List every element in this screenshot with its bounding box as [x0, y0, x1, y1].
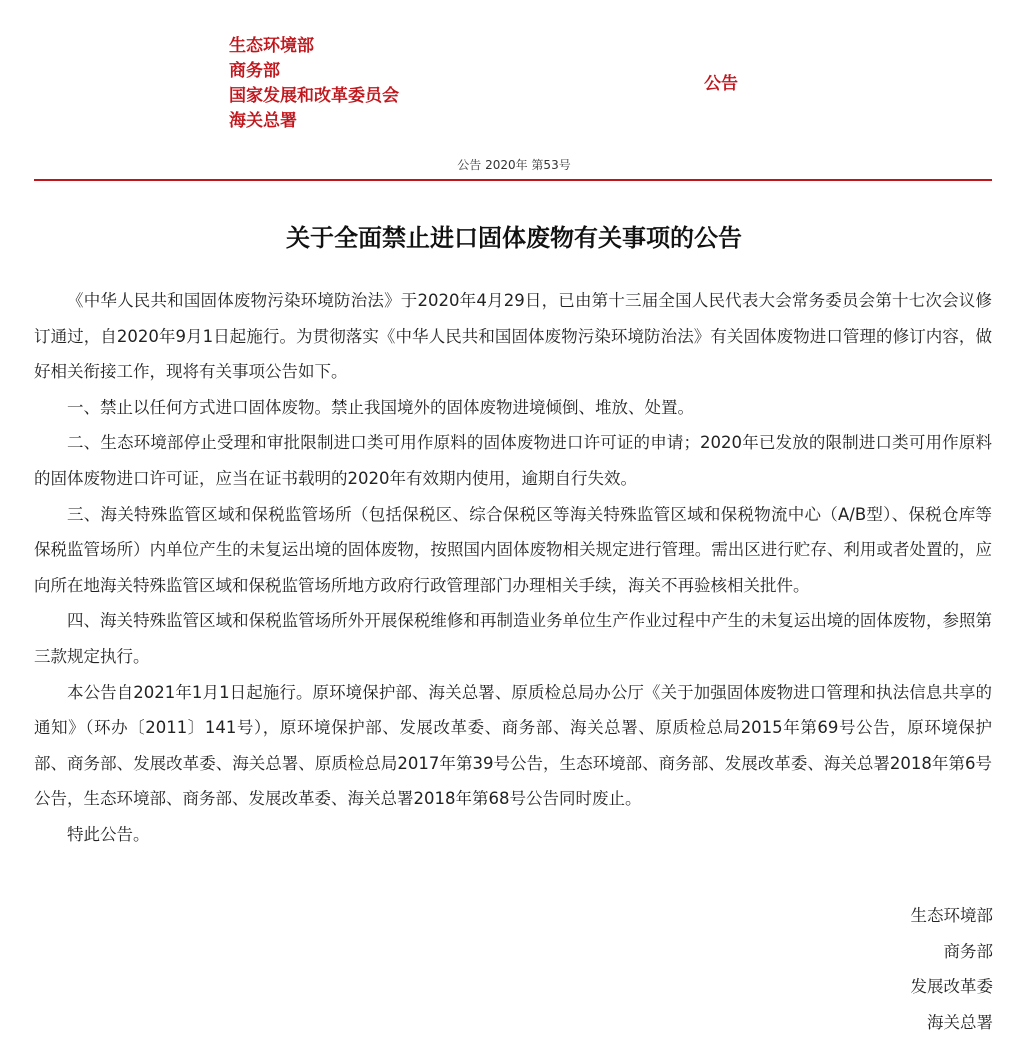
issuer-commerce: 商务部	[229, 59, 399, 84]
issuer-ecology-environment: 生态环境部	[229, 34, 399, 59]
paragraph-closing: 特此公告。	[34, 817, 992, 853]
signature-ndrc: 发展改革委	[911, 969, 994, 1005]
paragraph-item-1: 一、禁止以任何方式进口固体废物。禁止我国境外的固体废物进境倾倒、堆放、处置。	[34, 390, 992, 426]
issuer-customs: 海关总署	[229, 109, 399, 134]
issuer-ndrc: 国家发展和改革委员会	[229, 84, 399, 109]
signature-customs: 海关总署	[911, 1005, 994, 1040]
header-divider	[34, 179, 992, 181]
signature-ecology-environment: 生态环境部	[911, 898, 994, 934]
paragraph-item-3: 三、海关特殊监管区域和保税监管场所（包括保税区、综合保税区等海关特殊监管区域和保税物流中心（A/B型）、保税仓库等保税监管场所）内单位产生的未复运出境的固体废物，按照国内固体废物相关规定进行管理。需出区进行贮存、利用或者处置的，应向所在地海关特殊监管区域和保税监管场所地方政府行政管理部门办理相关手续，海关不再验核相关批件。	[34, 497, 992, 604]
issuing-agencies	[229, 34, 399, 134]
signature-commerce: 商务部	[911, 934, 994, 970]
announcement-tag: 公告	[704, 72, 738, 97]
document-title: 关于全面禁止进口固体废物有关事项的公告	[0, 220, 1022, 256]
paragraph-item-4: 四、海关特殊监管区域和保税监管场所外开展保税维修和再制造业务单位生产作业过程中产生的未复运出境的固体废物，参照第三款规定执行。	[34, 603, 992, 674]
paragraph-effective-date: 本公告自2021年1月1日起施行。原环境保护部、海关总署、原质检总局办公厅《关于加强固体废物进口管理和执法信息共享的通知》（环办〔2011〕141号），原环境保护部、发展改革委、商务部、海关总署、原质检总局2015年第69号公告，原环境保护部、商务部、发展改革委、海关总署、原质检总局2017年第39号公告，生态环境部、商务部、发展改革委、海关总署2018年第6号公告，生态环境部、商务部、发展改革委、海关总署2018年第68号公告同时废止。	[34, 675, 992, 817]
paragraph-intro: 《中华人民共和国固体废物污染环境防治法》于2020年4月29日，已由第十三届全国人民代表大会常务委员会第十七次会议修订通过，自2020年9月1日起施行。为贯彻落实《中华人民共和国固体废物污染环境防治法》有关固体废物进口管理的修订内容，做好相关衔接工作，现将有关事项公告如下。	[34, 283, 992, 390]
document-number: 公告 2020年 第53号	[0, 156, 1022, 174]
signature-block	[911, 898, 994, 1040]
document-body	[34, 283, 992, 853]
paragraph-item-2: 二、生态环境部停止受理和审批限制进口类可用作原料的固体废物进口许可证的申请；2020年已发放的限制进口类可用作原料的固体废物进口许可证，应当在证书载明的2020年有效期内使用，逾期自行失效。	[34, 425, 992, 496]
